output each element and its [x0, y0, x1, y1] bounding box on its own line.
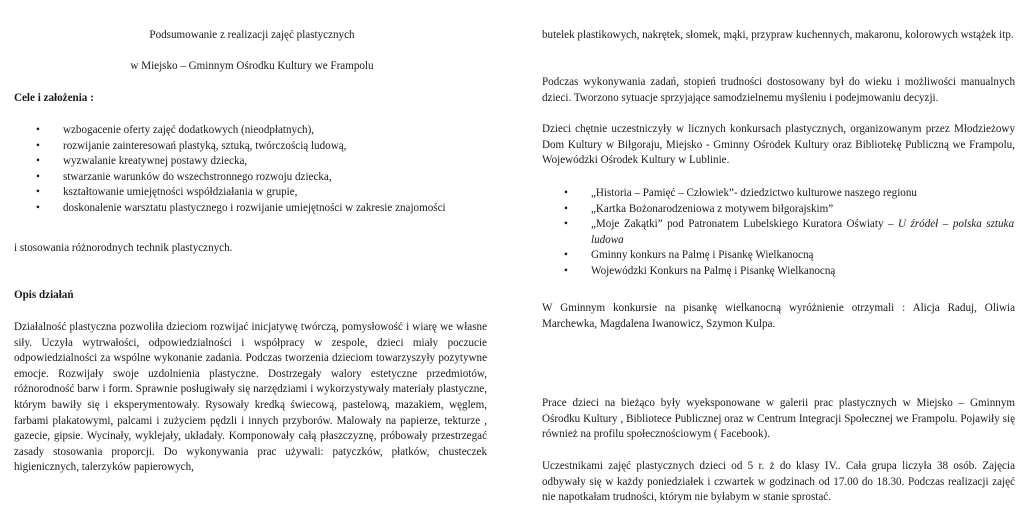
- bullet-icon: •: [36, 139, 40, 152]
- list-item: • stwarzanie warunków do wszechstronnego rozwoju dziecka,: [14, 170, 486, 186]
- continuation-paragraph: butelek plastikowych, nakrętek, słomek, mąki, przypraw kuchennych, makaronu, kolorowych wstążek itp.: [542, 29, 1014, 41]
- exhibition-paragraph: Prace dzieci na bieżąco były wyeksponowane w galerii prac plastycznych w Miejsko – Gminnym Ośrodku Kultury , Bibliotece Publicznej oraz w Centrum Integracji Społecznej we Frampolu. Pojawiły się również na profilu społecznościowym ( Facebook).: [542, 397, 1015, 441]
- list-item: • „Moje Zakątki” pod Patronatem Lubelskiego Kuratora Oświaty – U źródeł – polska sztuka ludowa: [564, 218, 1015, 246]
- difficulty-paragraph: Podczas wykonywania zadań, stopień trudności dostosowany był do wieku i możliwości manualnych dzieci. Tworzono sytuacje sprzyjające samodzielnemu myśleniu i podejmowaniu decyzji.: [542, 76, 1015, 104]
- left-page: [0, 0, 504, 512]
- bullet-icon: •: [36, 201, 40, 214]
- list-item: • kształtowanie umiejętności współdziałania w grupie,: [14, 185, 486, 201]
- bullet-icon: •: [564, 202, 568, 215]
- bullet-icon: •: [36, 124, 40, 136]
- goals-list: [14, 123, 486, 216]
- list-item: • rozwijanie zainteresowań plastyką, sztuką, twórczością ludową,: [14, 139, 486, 155]
- bullet-icon: •: [36, 186, 40, 198]
- contests-list: [542, 186, 1014, 279]
- document-title-line1: Podsumowanie z realizacji zajęć plastycznych: [149, 29, 355, 41]
- list-item: • „Historia – Pamięć – Człowiek”- dziedzictwo kulturowe naszego regionu: [542, 186, 1014, 202]
- goals-continuation: i stosowania różnorodnych technik plastycznych.: [14, 242, 233, 254]
- list-item: • doskonalenie warsztatu plastycznego i rozwijanie umiejętności w zakresie znajomości: [14, 201, 486, 217]
- list-item: • „Kartka Bożonarodzeniowa z motywem biłgorajskim”: [542, 202, 1014, 218]
- list-item: • wzbogacenie oferty zajęć dodatkowych (nieodpłatnych),: [14, 123, 486, 139]
- page-gutter: [504, 0, 520, 512]
- document-title-line2: w Miejsko – Gminnym Ośrodku Kultury we Frampolu: [130, 60, 374, 72]
- bullet-icon: •: [564, 264, 568, 277]
- contest-italic-title: U źródeł –: [898, 218, 949, 230]
- bullet-icon: •: [36, 170, 40, 183]
- activities-heading: Opis działań: [14, 289, 74, 301]
- list-item: • wyzwalanie kreatywnej postawy dziecka,: [14, 154, 486, 170]
- right-page: [520, 0, 1024, 512]
- bullet-icon: •: [36, 155, 40, 167]
- awards-paragraph: W Gminnym konkursie na pisankę wielkanocną wyróżnienie otrzymali : Alicja Raduj, Oliwia Marchewka, Magdalena Iwanowicz, Szymon Kulpa.: [542, 302, 1015, 330]
- list-item: • Gminny konkurs na Palmę i Pisankę Wielkanocną: [542, 248, 1014, 264]
- contest-italic-subtitle: polska sztuka ludowa: [591, 218, 1015, 246]
- bullet-icon: •: [564, 218, 568, 230]
- participants-paragraph: Uczestnikami zajęć plastycznych dzieci od 5 r. ż do klasy IV.. Cała grupa liczyła 38 osób. Zajęcia odbywały się w każdy poniedziałek i czwartek w godzinach od 17.00 do 18.30. Podczas realizacji zajęć nie napotkałam trudności, którym nie byłabym w stanie sprostać.: [542, 460, 1015, 504]
- goals-heading: Cele i założenia :: [14, 92, 94, 104]
- activities-paragraph: Działalność plastyczna pozwoliła dzieciom rozwijać inicjatywę twórczą, pomysłowość i wiarę we własne siły. Uczyła wytrwałości, odpowiedzialności i współpracy w zespole, dzieci miały poczucie odpowiedzialności za wspólne wykonanie zadania. Podczas tworzenia dzieciom towarzyszyły pozytywne emocje. Rozwijały swoje uzdolnienia plastyczne. Dostrzegały walory estetyczne przedmiotów, różnorodność barw i form. Sprawnie posługiwały się narzędziami i wykorzystywały materiały plastyczne, którym bawiły się i eksperymentowały. Rysowały kredką świecową, pastelową, mazakiem, węglem, farbami plakatowymi, palcami i zużyciem pędzli i innych przyborów. Malowały na papierze, tekturze , gazecie, gipsie. Wycinały, wyklejały, układały. Komponowały całą płaszczyznę, próbowały przestrzegać zasady stosowania proporcji. Do wykonywania prac używali: patyczków, płatków, chusteczek higienicznych, talerzyków papierowych,: [14, 321, 487, 474]
- bullet-icon: •: [564, 187, 568, 199]
- list-item: • Wojewódzki Konkurs na Palmę i Pisankę Wielkanocną: [542, 264, 1014, 280]
- contests-intro-paragraph: Dzieci chętnie uczestniczyły w licznych konkursach plastycznych, organizowanym przez Młodzieżowy Dom Kultury w Biłgoraju, Miejsko - Gminny Ośrodek Kultury oraz Bibliotekę Publiczną we Frampolu, Wojewódzki Ośrodek Kultury w Lublinie.: [542, 123, 1015, 167]
- bullet-icon: •: [564, 249, 568, 261]
